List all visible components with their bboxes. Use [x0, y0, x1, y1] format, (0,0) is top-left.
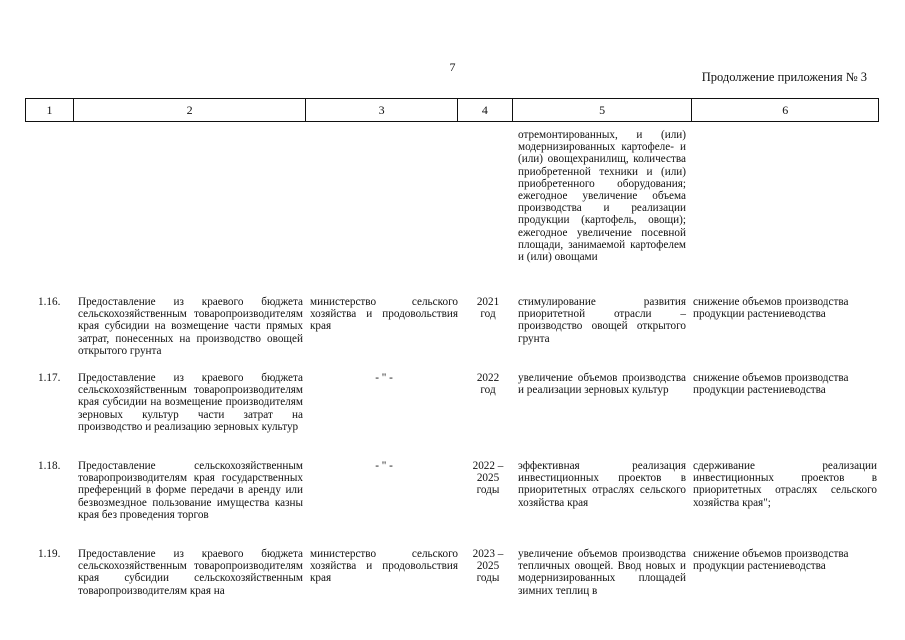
- result-cell: эффективная реализация инвестиционных проектов в приоритетных отраслях сельского хозяйства края: [518, 460, 686, 509]
- row-number: 1.17.: [38, 372, 61, 384]
- executor-cell: министерство сельского хозяйства и продовольствия края: [310, 296, 458, 333]
- row-number: 1.18.: [38, 460, 61, 472]
- consequence-cell: снижение объемов производства продукции растениеводства: [693, 372, 849, 397]
- result-cell: увеличение объемов производства тепличных овощей. Ввод новых и модернизированных площадей зимних теплиц в: [518, 548, 686, 597]
- result-cell: увеличение объемов производства и реализации зерновых культур: [518, 372, 686, 397]
- result-cell: стимулирование развития приоритетной отрасли – производство овощей открытого грунта: [518, 296, 686, 345]
- column-header-5: 5: [513, 99, 693, 121]
- period-cell: 2023 – 2025 годы: [472, 548, 504, 585]
- row-number: 1.16.: [38, 296, 61, 308]
- continuation-result-text: отремонтированных, и (или) модернизированных картофеле- и (или) овощехранилищ, количества приобретенной техники и (или) приобретенного оборудования; ежегодное увеличение объема производства и реализации продукции (картофель, овощи); ежегодное увеличение посевной площади, занимаемой картофелем и (или) овощами: [518, 129, 686, 264]
- measure-cell: Предоставление из краевого бюджета сельскохозяйственным товаропроизводителям края субсидии на возмещение производителям зерновых культур части затрат на производство и реализацию зерновых культур: [78, 372, 303, 433]
- measure-cell: Предоставление из краевого бюджета сельскохозяйственным товаропроизводителям края субсидии сельскохозяйственным товаропроизводителям края на: [78, 548, 303, 597]
- row-number: 1.19.: [38, 548, 61, 560]
- page-number: 7: [449, 60, 456, 74]
- period-cell: 2022 – 2025 годы: [472, 460, 504, 497]
- consequence-cell: снижение объемов производства продукции растениеводства: [693, 548, 849, 573]
- executor-cell: - " -: [375, 372, 393, 384]
- period-cell: 2021 год: [476, 296, 500, 321]
- consequence-cell: сдерживание реализации инвестиционных проектов в приоритетных отраслях сельского хозяйства края";: [693, 460, 877, 509]
- column-header-2: 2: [74, 99, 306, 121]
- consequence-cell: снижение объемов производства продукции растениеводства: [693, 296, 849, 321]
- executor-cell: - " -: [375, 460, 393, 472]
- measure-cell: Предоставление сельскохозяйственным товаропроизводителям края государственных преференций в форме передачи в аренду или безвозмездное пользование имущества казны края без проведения торгов: [78, 460, 303, 521]
- executor-cell: министерство сельского хозяйства и продовольствия края: [310, 548, 458, 585]
- column-header-4: 4: [458, 99, 513, 121]
- table-header-row: [25, 98, 879, 122]
- column-header-6: 6: [782, 102, 789, 117]
- column-header-3: 3: [306, 99, 458, 121]
- appendix-label: Продолжение приложения № 3: [701, 70, 867, 84]
- column-header-1: 1: [26, 99, 74, 121]
- measure-cell: Предоставление из краевого бюджета сельскохозяйственным товаропроизводителям края субсидии на возмещение части прямых затрат, понесенных на производство овощей открытого грунта: [78, 296, 303, 357]
- period-cell: 2022 год: [476, 372, 500, 397]
